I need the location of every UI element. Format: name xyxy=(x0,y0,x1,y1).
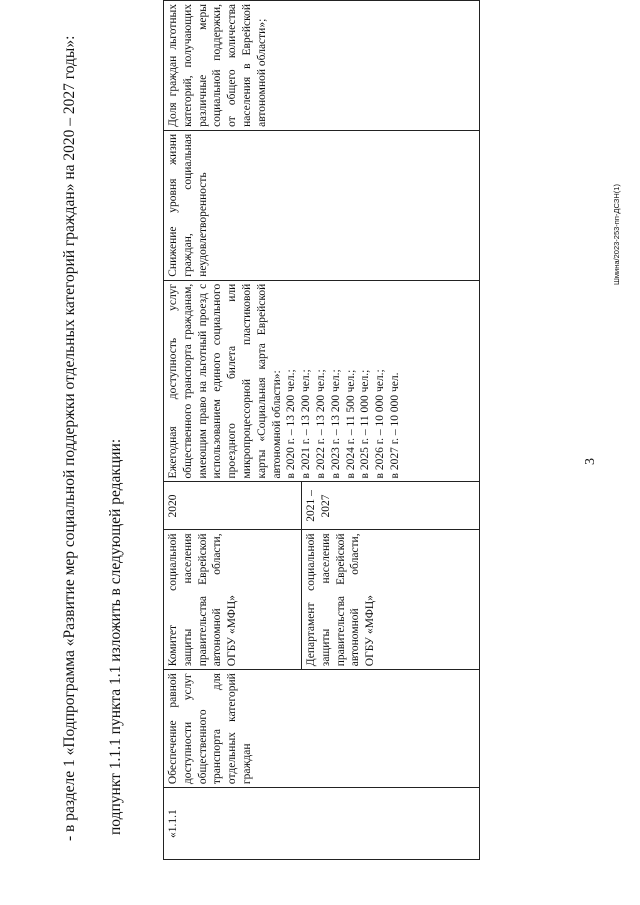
expected-result xyxy=(164,280,480,482)
result-year-line: в 2024 г. – 11 500 чел.; xyxy=(344,369,357,479)
result-years-list xyxy=(284,284,402,479)
amendment-paragraph: - в разделе 1 «Подпрограмма «Развитие мер социальной поддержки отдельных категорий граждан» на 2020 – 2027 годы»: xyxy=(61,35,78,841)
item-number: «1.1.1 xyxy=(164,788,480,860)
executor-committee: Комитет социальной защиты населения правительства Еврейской автономной области, ОГБУ «МФЦ» xyxy=(164,530,302,670)
non-implementation-consequence: Снижение уровня жизни граждан, социальная неудовлетворенность xyxy=(164,130,480,280)
target-indicator: Доля граждан льготных категорий, получающих различные меры социальной поддержки, от общего количества населения в Еврейской автономной области»; xyxy=(164,1,480,131)
document-code: Шмина/2023-253-пп-ДСЗН(1) xyxy=(612,184,621,285)
result-year-line: в 2027 г. – 10 000 чел. xyxy=(388,372,401,479)
result-year-line: в 2022 г. – 13 200 чел.; xyxy=(314,369,327,479)
program-table xyxy=(163,0,480,860)
result-year-line: в 2026 г. – 10 000 чел.; xyxy=(374,369,387,479)
result-year-line: в 2025 г. – 11 000 чел.; xyxy=(359,369,372,479)
period-2021-2027: 2021 – 2027 xyxy=(302,482,480,530)
result-year-line: в 2021 г. – 13 200 чел.; xyxy=(300,369,313,479)
result-year-line: в 2020 г. – 13 200 чел.; xyxy=(285,369,298,479)
period-2020: 2020 xyxy=(164,482,302,530)
subclause-paragraph: подпункт 1.1.1 пункта 1.1 изложить в следующей редакции: xyxy=(107,438,124,835)
result-intro: Ежегодная доступность услуг общественного транспорта гражданам, имеющим право на льготный проезд с использованием единого социального проездного билета или микропроцессорной пластиковой карты «Социальная карта Еврейской автономной области»: xyxy=(167,283,283,479)
result-year-line: в 2023 г. – 13 200 чел.; xyxy=(329,369,342,479)
executor-department: Департамент социальной защиты населения правительства Еврейской автономной области, ОГБУ «МФЦ» xyxy=(302,530,480,670)
page-number: 3 xyxy=(583,458,598,465)
table-row xyxy=(164,1,302,860)
measure-name: Обеспечение равной доступности услуг общественного транспорта для отдельных категорий граждан xyxy=(164,670,480,788)
